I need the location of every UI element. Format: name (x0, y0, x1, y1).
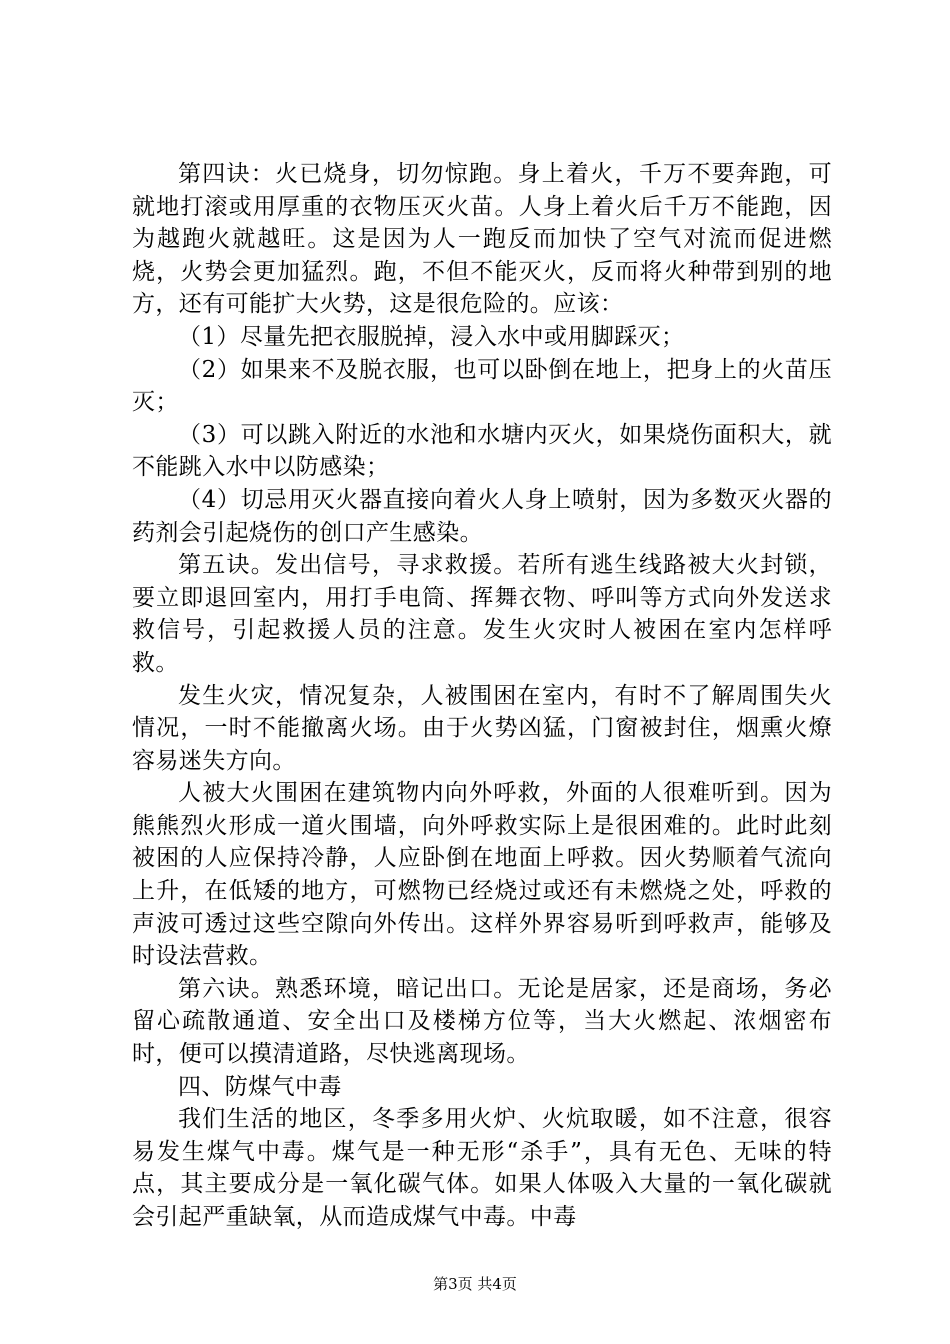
paragraph-step-3: （3）可以跳入附近的水池和水塘内灭火，如果烧伤面积大，就不能跳入水中以防感染； (132, 421, 832, 481)
document-body (132, 158, 832, 1234)
paragraph-fourth-tip: 第四诀：火已烧身，切勿惊跑。身上着火，千万不要奔跑，可就地打滚或用厚重的衣物压灭火苗。人身上着火后千万不能跑，因为越跑火就越旺。这是因为人一跑反而加快了空气对流而促进燃烧，火势会更加猛烈。跑，不但不能灭火，反而将火种带到别的地方，还有可能扩大火势，这是很危险的。应该： (132, 161, 832, 318)
paragraph-step-4: （4）切忌用灭火器直接向着火人身上喷射，因为多数灭火器的药剂会引起烧伤的创口产生感染。 (132, 486, 832, 546)
page-number-label: 第3页 共4页 (433, 1275, 517, 1293)
paragraph-calling-for-help: 人被大火围困在建筑物内向外呼救，外面的人很难听到。因为熊熊烈火形成一道火围墙，向外呼救实际上是很困难的。此时此刻被困的人应保持冷静，人应卧倒在地面上呼救。因火势顺着气流向上升，在低矮的地方，可燃物已经烧过或还有未燃烧之处，呼救的声波可透过这些空隙向外传出。这样外界容易听到呼救声，能够及时设法营救。 (132, 780, 832, 970)
paragraph-gas-poisoning: 我们生活的地区，冬季多用火炉、火炕取暖，如不注意，很容易发生煤气中毒。煤气是一种无形“杀手”，具有无色、无味的特点，其主要成分是一氧化碳气体。如果人体吸入大量的一氧化碳就会引起严重缺氧，从而造成煤气中毒。中毒 (132, 1106, 832, 1230)
section-heading-gas-poisoning: 四、防煤气中毒 (178, 1073, 342, 1100)
paragraph-step-1: （1）尽量先把衣服脱掉，浸入水中或用脚踩灭； (178, 323, 685, 350)
paragraph-trapped-situation: 发生火灾，情况复杂，人被围困在室内，有时不了解周围失火情况，一时不能撤离火场。由于火势凶猛，门窗被封住，烟熏火燎容易迷失方向。 (132, 682, 832, 774)
paragraph-step-2: （2）如果来不及脱衣服，也可以卧倒在地上，把身上的火苗压灭； (132, 356, 832, 416)
paragraph-sixth-tip: 第六诀。熟悉环境，暗记出口。无论是居家，还是商场，务必留心疏散通道、安全出口及楼梯方位等，当大火燃起、浓烟密布时，便可以摸清道路，尽快逃离现场。 (132, 975, 832, 1068)
page-footer (0, 1274, 950, 1294)
paragraph-fifth-tip: 第五诀。发出信号，寻求救援。若所有逃生线路被大火封锁，要立即退回室内，用打手电筒、挥舞衣物、呼叫等方式向外发送求救信号，引起救援人员的注意。发生火灾时人被困在室内怎样呼救。 (132, 552, 832, 676)
